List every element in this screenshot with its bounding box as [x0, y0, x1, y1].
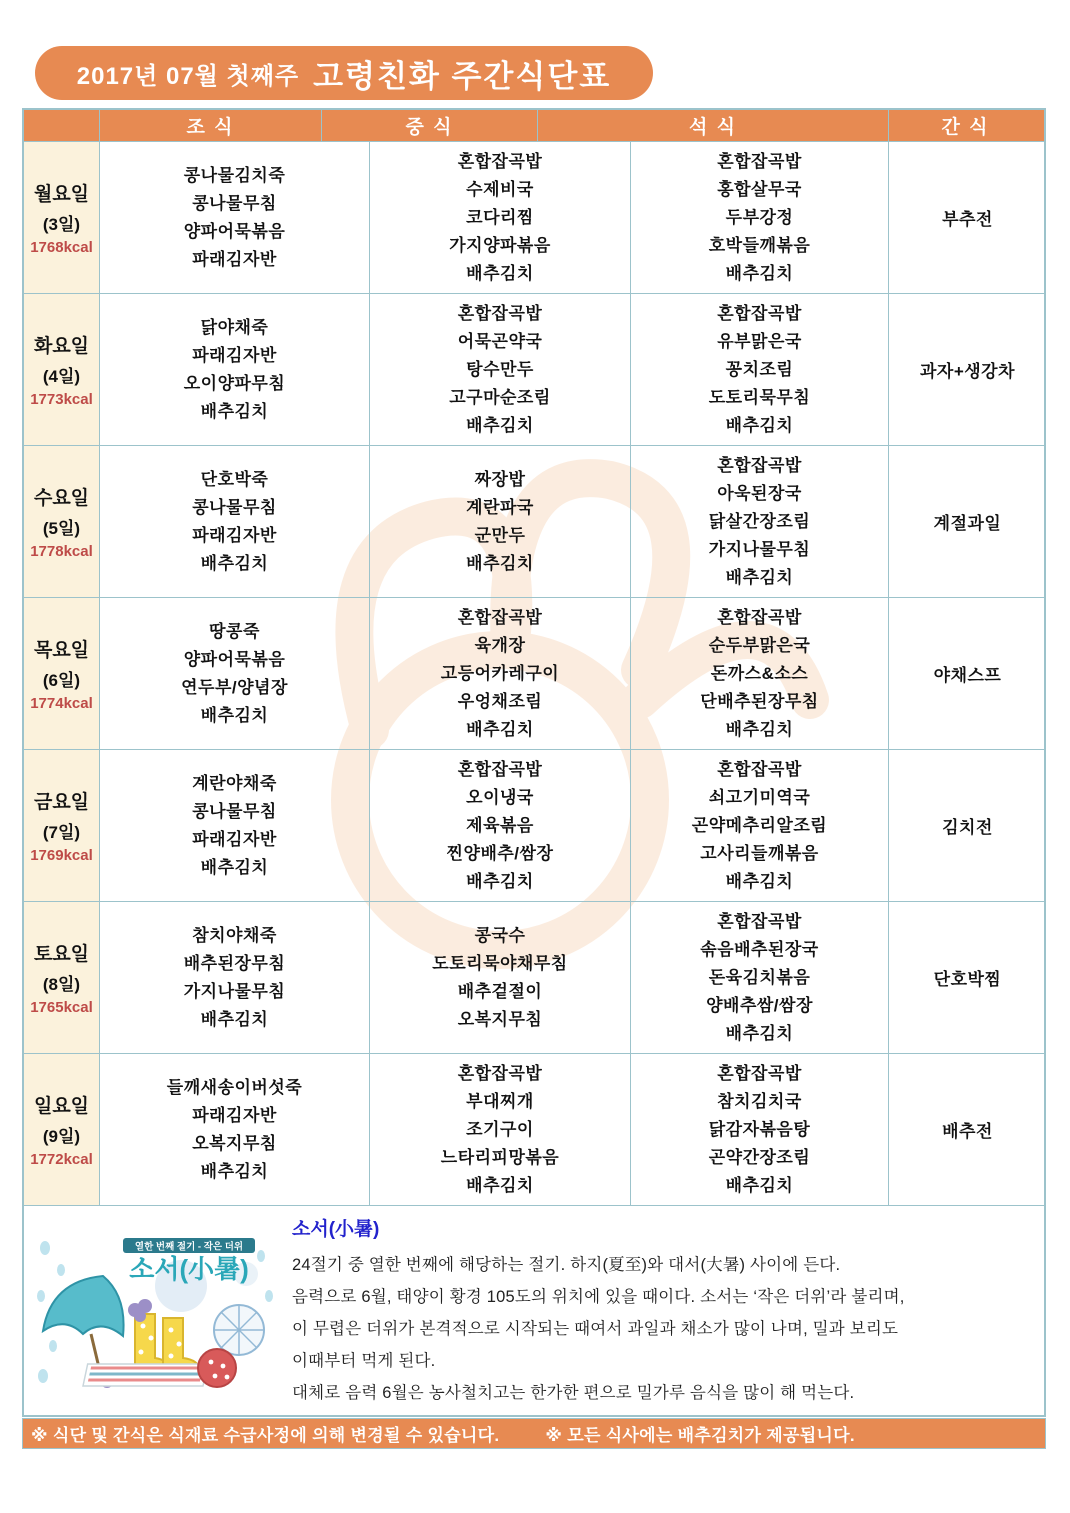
day-name: 화요일 — [33, 336, 90, 357]
header-snack: 간 식 — [941, 117, 990, 138]
table-row — [24, 445, 1044, 597]
soseo-paragraph-5: 대체로 음력 6월은 농사철치고는 한가한 편으로 밀가루 음식을 많이 해 먹는다. — [292, 1384, 855, 1402]
meal-item: 도토리묵야채무침 — [432, 953, 568, 973]
meal-item: 혼합잡곡밥 — [457, 607, 543, 627]
weekly-menu-table — [22, 108, 1046, 1417]
meal-item: 배추김치 — [200, 401, 269, 421]
breakfast-cell — [100, 750, 370, 901]
meal-item: 배추김치 — [725, 415, 794, 435]
header-day-empty — [24, 110, 100, 141]
meal-item: 혼합잡곡밥 — [457, 303, 543, 323]
meal-item: 배추김치 — [200, 553, 269, 573]
meal-item: 파래김자반 — [192, 525, 277, 545]
day-cell — [24, 598, 100, 749]
table-row — [24, 597, 1044, 749]
snack-cell: 배추전 — [942, 1122, 993, 1141]
day-kcal: 1772kcal — [30, 1151, 93, 1168]
meal-item: 곤약간장조림 — [708, 1147, 811, 1167]
meal-item: 닭살간장조림 — [708, 511, 811, 531]
meal-item: 콩나물무침 — [192, 497, 277, 517]
footer-note-1: ※ 식단 및 간식은 식재료 수급사정에 의해 변경될 수 있습니다. — [31, 1426, 500, 1445]
header-lunch: 중 식 — [322, 110, 538, 141]
meal-item: 파래김자반 — [192, 1105, 277, 1125]
meal-item: 배추김치 — [725, 263, 794, 283]
lunch-cell — [370, 902, 631, 1053]
meal-item: 양파어묵볶음 — [183, 221, 286, 241]
meal-item: 배추김치 — [200, 705, 269, 725]
meal-item: 파래김자반 — [192, 829, 277, 849]
snack-cell: 김치전 — [942, 818, 993, 837]
snack-cell: 야채스프 — [933, 666, 1002, 685]
meal-item: 아욱된장국 — [717, 483, 802, 503]
soseo-illustration-svg — [31, 1226, 277, 1394]
meal-item: 파래김자반 — [192, 345, 277, 365]
lunch-cell — [370, 750, 631, 901]
meal-item: 배추김치 — [466, 1175, 534, 1195]
dinner-cell — [631, 750, 889, 901]
table-row — [24, 293, 1044, 445]
meal-item: 돈육김치볶음 — [708, 967, 811, 987]
meal-item: 우엉채조림 — [457, 691, 543, 711]
meal-item: 배추김치 — [466, 415, 534, 435]
meal-item: 가지양파볶음 — [449, 235, 551, 255]
dinner-cell — [631, 902, 889, 1053]
table-row — [24, 901, 1044, 1053]
day-name: 토요일 — [33, 944, 90, 965]
soseo-paragraph-4: 이때부터 먹게 된다. — [292, 1352, 436, 1370]
soseo-paragraph-3: 이 무렵은 더위가 본격적으로 시작되는 때여서 과일과 채소가 많이 나며, 밀과 보리도 — [292, 1320, 899, 1338]
meal-item: 느타리피망볶음 — [440, 1147, 560, 1167]
day-date: (6일) — [42, 671, 81, 690]
meal-item: 혼합잡곡밥 — [717, 759, 802, 779]
table-row — [24, 749, 1044, 901]
meal-item: 도토리묵무침 — [708, 387, 811, 407]
snack-cell: 단호박찜 — [933, 970, 1002, 989]
soseo-illustration — [30, 1210, 278, 1409]
soseo-title: 소서(小暑) — [292, 1219, 380, 1240]
meal-item: 배추김치 — [725, 871, 794, 891]
day-kcal: 1769kcal — [30, 847, 93, 864]
day-kcal: 1768kcal — [30, 239, 93, 256]
day-kcal: 1765kcal — [30, 999, 93, 1016]
meal-item: 고등어카레구이 — [440, 663, 560, 683]
meal-item: 계란야채죽 — [192, 773, 277, 793]
red-umbrella-icon — [198, 1349, 236, 1387]
meal-item: 참치야채죽 — [192, 925, 277, 945]
snack-cell: 과자+생강차 — [919, 362, 1016, 381]
meal-item: 짜장밥 — [474, 469, 526, 489]
illustration-title-text: 소서(小暑) — [129, 1253, 249, 1284]
soseo-text-block — [292, 1210, 1038, 1409]
meal-item: 혼합잡곡밥 — [457, 1063, 543, 1083]
snack-cell: 부추전 — [942, 210, 993, 229]
title-date: 2017년 07월 첫째주 — [76, 62, 300, 90]
meal-item: 배추김치 — [466, 553, 534, 573]
meal-item: 콩나물김치죽 — [183, 165, 286, 185]
meal-item: 오이양파무침 — [183, 373, 286, 393]
meal-item: 고구마순조림 — [449, 387, 551, 407]
soseo-paragraph-2: 음력으로 6월, 태양이 황경 105도의 위치에 있을 때이다. 소서는 ‘작은 더위’라 불리며, — [292, 1288, 905, 1306]
meal-item: 혼합잡곡밥 — [717, 911, 802, 931]
day-name: 금요일 — [33, 792, 90, 813]
meal-item: 제육볶음 — [466, 815, 534, 835]
meal-item: 돈까스&소스 — [710, 663, 809, 683]
meal-item: 혼합잡곡밥 — [717, 151, 802, 171]
breakfast-cell — [100, 902, 370, 1053]
meal-item: 곤약메추리알조림 — [691, 815, 828, 835]
table-body — [24, 141, 1044, 1205]
meal-item: 배추김치 — [725, 1175, 794, 1195]
dinner-cell — [631, 142, 889, 293]
table-header-row — [24, 110, 1044, 141]
title-main: 고령친화 주간식단표 — [313, 58, 612, 94]
footer-note-2: ※ 모든 식사에는 배추김치가 제공됩니다. — [545, 1426, 855, 1445]
day-name: 월요일 — [33, 184, 90, 205]
meal-item: 찐양배추/쌈장 — [446, 843, 554, 863]
footer-note-bar — [22, 1418, 1046, 1449]
dinner-cell — [631, 294, 889, 445]
lunch-cell — [370, 1054, 631, 1205]
meal-item: 혼합잡곡밥 — [717, 1063, 802, 1083]
meal-item: 배추김치 — [466, 719, 534, 739]
day-kcal: 1774kcal — [30, 695, 93, 712]
dinner-cell — [631, 1054, 889, 1205]
breakfast-cell — [100, 598, 370, 749]
meal-item: 땅콩죽 — [209, 621, 260, 641]
meal-item: 배추김치 — [725, 1023, 794, 1043]
meal-item: 오복지무침 — [457, 1009, 543, 1029]
day-kcal: 1778kcal — [30, 543, 93, 560]
soseo-info-section — [24, 1205, 1044, 1415]
meal-item: 오이냉국 — [466, 787, 534, 807]
meal-item: 군만두 — [474, 525, 526, 545]
meal-item: 혼합잡곡밥 — [717, 607, 802, 627]
day-cell — [24, 902, 100, 1053]
snack-cell: 계절과일 — [933, 514, 1002, 533]
meal-item: 콩나물무침 — [192, 801, 277, 821]
soseo-paragraph-1: 24절기 중 열한 번째에 해당하는 절기. 하지(夏至)와 대서(大暑) 사이에 든다. — [292, 1256, 841, 1274]
meal-item: 연두부/양념장 — [181, 677, 288, 697]
meal-item: 닭감자볶음탕 — [708, 1119, 811, 1139]
illustration-badge-text: 열한 번째 절기 - 작은 더위 — [134, 1241, 244, 1252]
lunch-cell — [370, 142, 631, 293]
breakfast-cell — [100, 294, 370, 445]
breakfast-cell — [100, 142, 370, 293]
page-title — [35, 46, 653, 100]
meal-item: 계란파국 — [466, 497, 534, 517]
meal-item: 수제비국 — [466, 179, 534, 199]
meal-item: 배추김치 — [466, 263, 534, 283]
day-name: 목요일 — [33, 640, 90, 661]
meal-item: 꽁치조림 — [725, 359, 794, 379]
meal-item: 양파어묵볶음 — [183, 649, 286, 669]
meal-item: 혼합잡곡밥 — [457, 759, 543, 779]
meal-item: 배추김치 — [466, 871, 534, 891]
meal-item: 두부강정 — [725, 207, 794, 227]
meal-item: 유부맑은국 — [717, 331, 802, 351]
meal-item: 고사리들깨볶음 — [700, 843, 819, 863]
day-cell — [24, 142, 100, 293]
meal-item: 솎음배추된장국 — [700, 939, 819, 959]
meal-item: 탕수만두 — [466, 359, 534, 379]
day-date: (5일) — [42, 519, 81, 538]
header-breakfast: 조 식 — [100, 110, 322, 141]
meal-item: 혼합잡곡밥 — [457, 151, 543, 171]
meal-item: 쇠고기미역국 — [708, 787, 811, 807]
lunch-cell — [370, 446, 631, 597]
table-row — [24, 1053, 1044, 1205]
dinner-cell — [631, 598, 889, 749]
day-date: (4일) — [42, 367, 81, 386]
meal-item: 가지나물무침 — [708, 539, 811, 559]
meal-item: 배추김치 — [200, 1161, 269, 1181]
meal-item: 혼합잡곡밥 — [717, 303, 802, 323]
meal-item: 혼합잡곡밥 — [717, 455, 802, 475]
mat-icon — [83, 1364, 208, 1386]
day-date: (9일) — [42, 1127, 81, 1146]
breakfast-cell — [100, 1054, 370, 1205]
meal-item: 홍합살무국 — [717, 179, 802, 199]
meal-item: 부대찌개 — [466, 1091, 534, 1111]
meal-item: 배추김치 — [200, 1009, 269, 1029]
lunch-cell — [370, 294, 631, 445]
meal-item: 콩나물무침 — [192, 193, 277, 213]
meal-item: 배추김치 — [200, 857, 269, 877]
pinwheel-umbrella-icon — [214, 1305, 264, 1355]
meal-item: 양배추쌈/쌈장 — [706, 995, 813, 1015]
day-cell — [24, 294, 100, 445]
meal-item: 단호박죽 — [200, 469, 269, 489]
meal-item: 코다리찜 — [466, 207, 534, 227]
dinner-cell — [631, 446, 889, 597]
meal-item: 순두부맑은국 — [708, 635, 811, 655]
meal-item: 배추김치 — [725, 567, 794, 587]
meal-item: 단배추된장무침 — [700, 691, 819, 711]
meal-item: 어묵곤약국 — [457, 331, 543, 351]
meal-item: 오복지무침 — [192, 1133, 277, 1153]
meal-item: 파래김자반 — [192, 249, 277, 269]
meal-item: 참치김치국 — [717, 1091, 802, 1111]
day-date: (7일) — [42, 823, 81, 842]
lunch-cell — [370, 598, 631, 749]
header-dinner: 석 식 — [538, 110, 889, 141]
day-date: (8일) — [42, 975, 81, 994]
meal-item: 조기구이 — [466, 1119, 534, 1139]
meal-item: 들깨새송이버섯죽 — [166, 1077, 303, 1097]
day-kcal: 1773kcal — [30, 391, 93, 408]
day-cell — [24, 750, 100, 901]
breakfast-cell — [100, 446, 370, 597]
day-cell — [24, 446, 100, 597]
meal-item: 육개장 — [474, 635, 526, 655]
day-date: (3일) — [42, 215, 81, 234]
table-row — [24, 141, 1044, 293]
day-cell — [24, 1054, 100, 1205]
meal-item: 배추겉절이 — [457, 981, 543, 1001]
meal-item: 호박들깨볶음 — [708, 235, 811, 255]
meal-item: 콩국수 — [474, 925, 526, 945]
meal-item: 닭야채죽 — [200, 317, 269, 337]
meal-item: 배추김치 — [725, 719, 794, 739]
meal-item: 배추된장무침 — [183, 953, 286, 973]
day-name: 일요일 — [33, 1096, 90, 1117]
day-name: 수요일 — [33, 488, 90, 509]
meal-item: 가지나물무침 — [183, 981, 286, 1001]
